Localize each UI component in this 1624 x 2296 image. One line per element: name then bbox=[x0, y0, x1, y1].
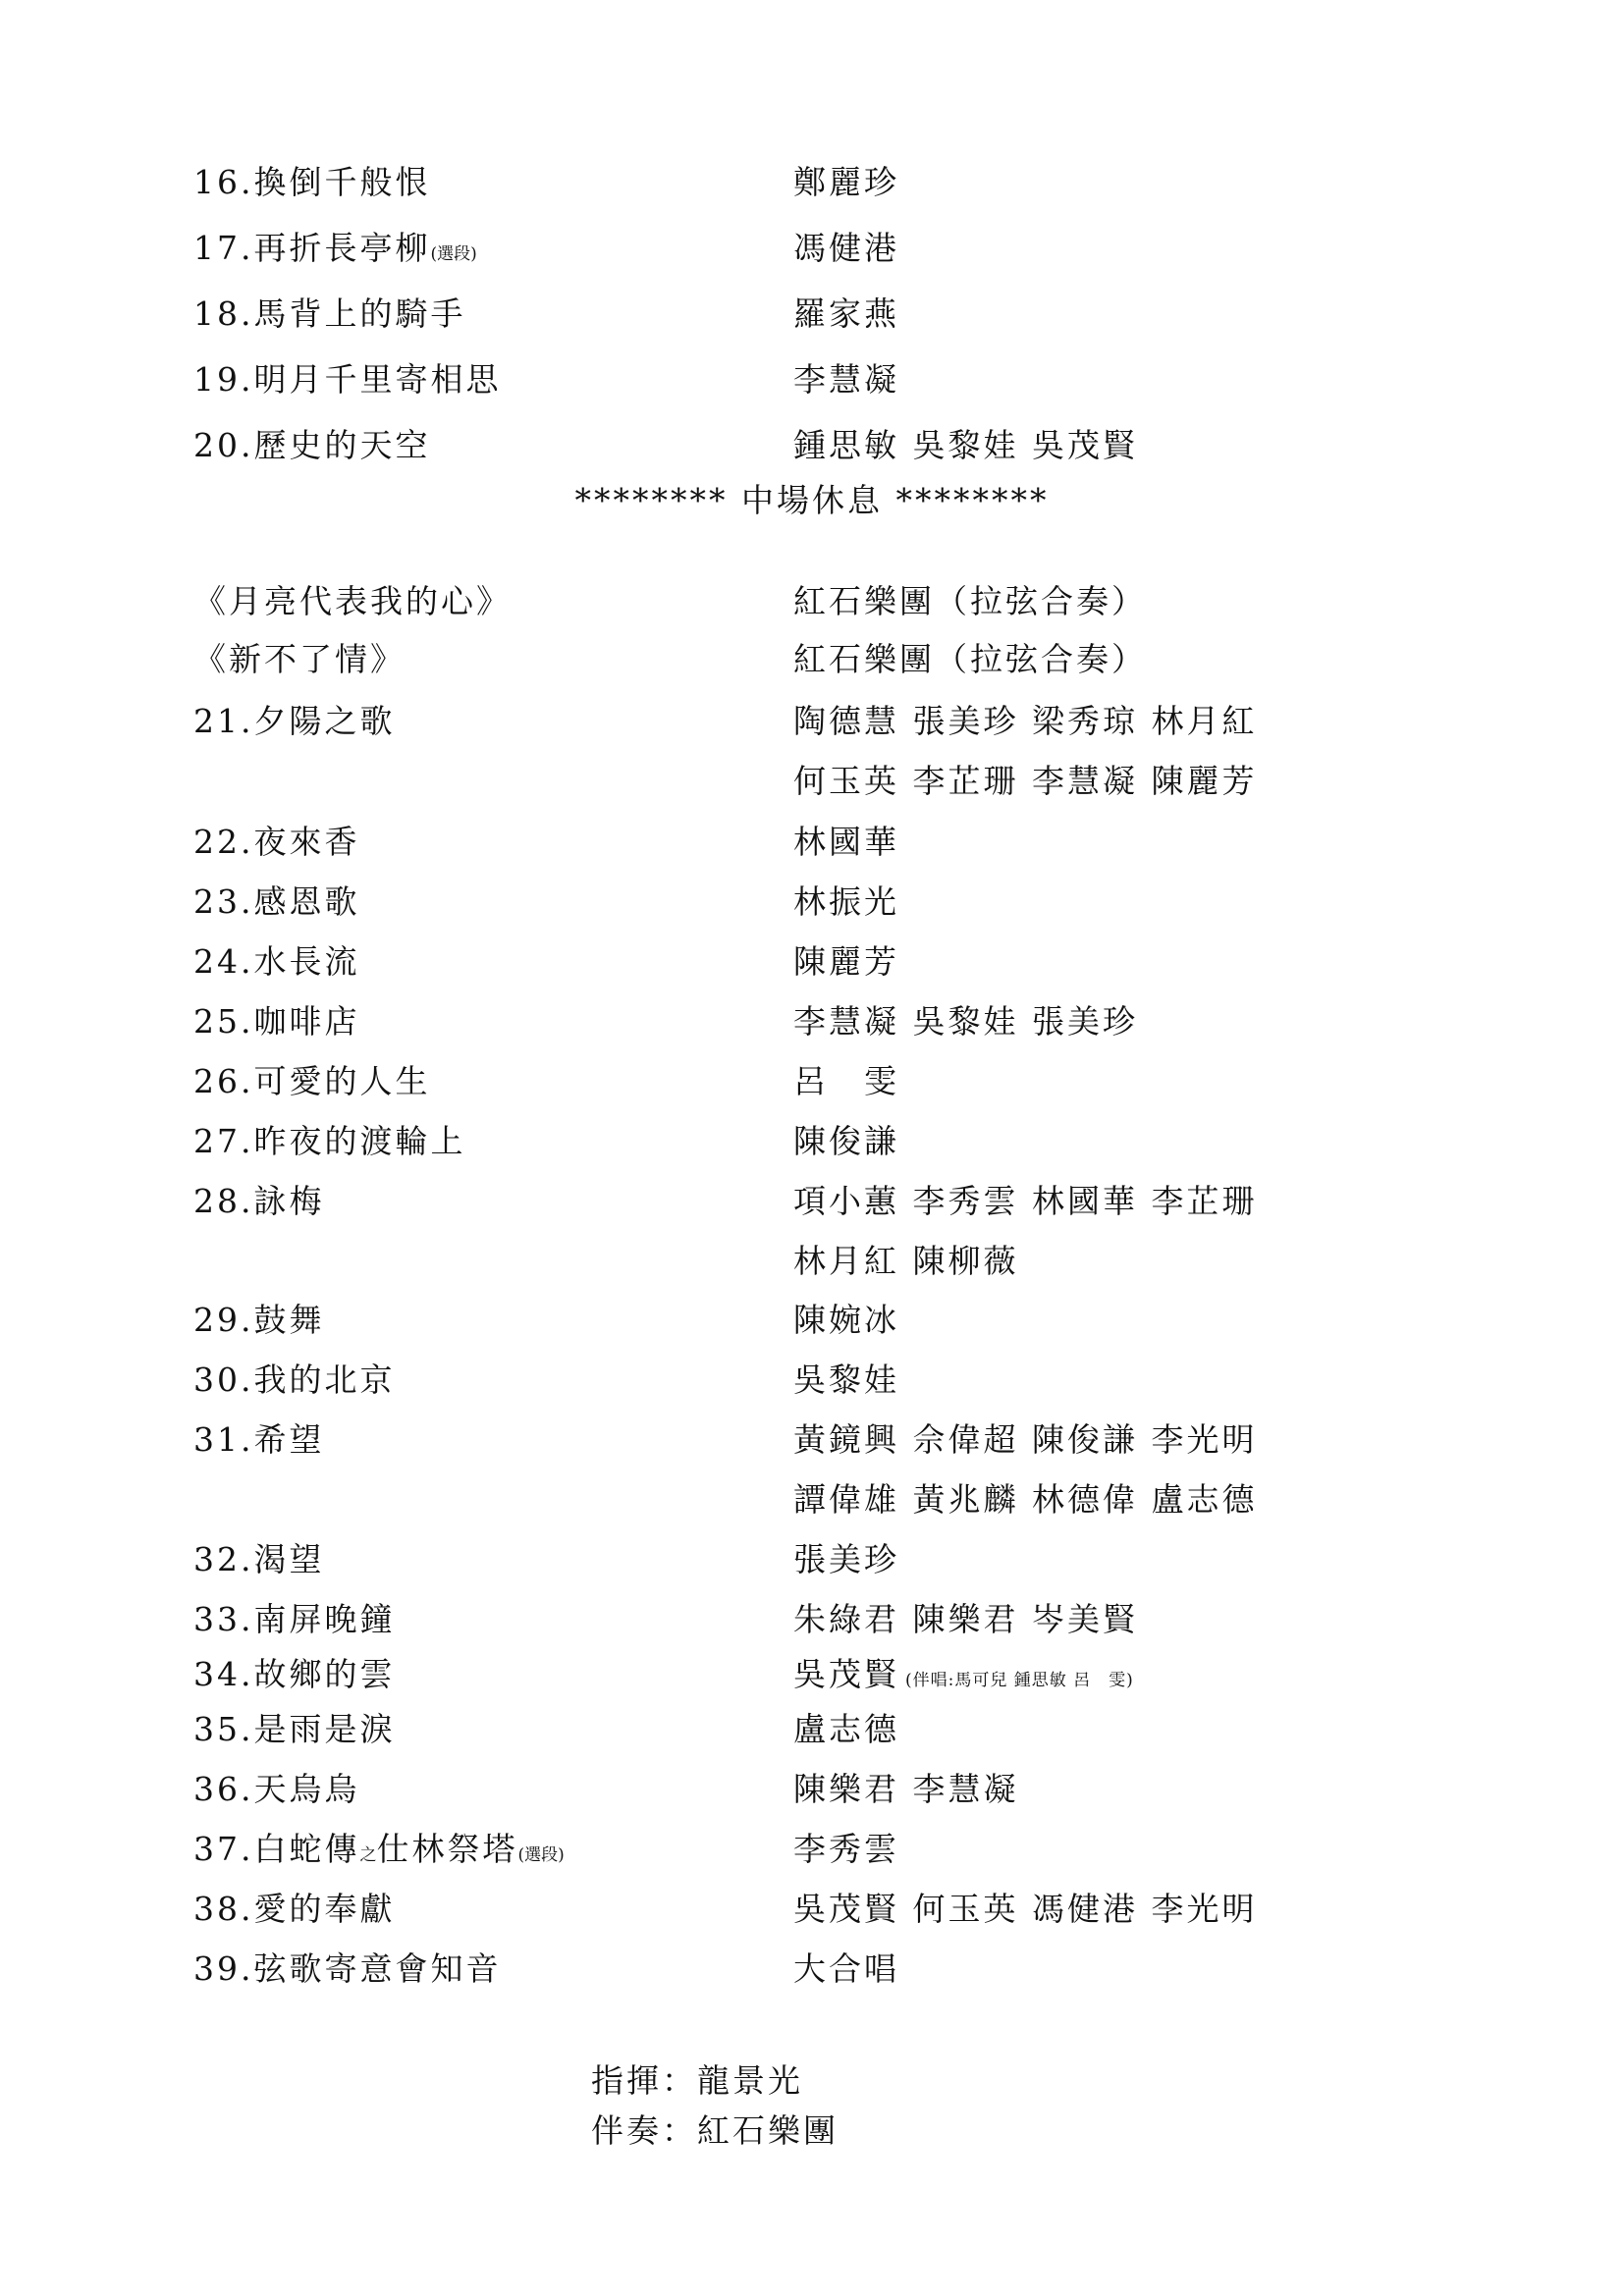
performers: 陳麗芳 bbox=[793, 942, 899, 981]
performers: 張美珍 bbox=[793, 1540, 899, 1578]
performers: 譚偉雄 黃兆麟 林德偉 盧志德 bbox=[793, 1480, 1258, 1519]
program-item bbox=[0, 1361, 1624, 1400]
program-item bbox=[0, 229, 1624, 268]
program-item bbox=[0, 1949, 1624, 1989]
performers: 紅石樂團（拉弦合奏） bbox=[793, 582, 1147, 620]
performers: 呂 雯 bbox=[793, 1062, 899, 1100]
song-title: 39.弦歌寄意會知音 bbox=[193, 1949, 502, 1988]
program-item bbox=[0, 1710, 1624, 1749]
program-item bbox=[0, 702, 1624, 741]
song-title: 《新不了情》 bbox=[193, 640, 406, 678]
performers: 李慧凝 bbox=[793, 360, 899, 399]
song-title: 19.明月千里寄相思 bbox=[193, 360, 502, 399]
program-item bbox=[0, 1770, 1624, 1809]
performers: 紅石樂團（拉弦合奏） bbox=[793, 640, 1147, 678]
performers: 羅家燕 bbox=[793, 294, 899, 333]
song-title: 26.可愛的人生 bbox=[193, 1062, 431, 1100]
intermission-line: ******** 中場休息 ******** bbox=[574, 481, 1050, 519]
song-title: 17.再折長亭柳(選段) bbox=[193, 229, 477, 267]
conductor-credit: 指揮：龍景光 bbox=[591, 2061, 803, 2100]
program-item bbox=[0, 426, 1624, 465]
song-title: 25.咖啡店 bbox=[193, 1002, 360, 1041]
performers: 陳俊謙 bbox=[793, 1122, 899, 1160]
song-title: 31.希望 bbox=[193, 1420, 325, 1459]
backing-vocals-note: (伴唱:馬可兒 鍾思敏 呂 雯) bbox=[905, 1671, 1134, 1690]
song-title: 30.我的北京 bbox=[193, 1361, 396, 1399]
program-item bbox=[0, 1062, 1624, 1101]
performers: 李慧凝 吳黎娃 張美珍 bbox=[793, 1002, 1138, 1041]
song-title: 37.白蛇傳之仕林祭塔(選段) bbox=[193, 1830, 565, 1868]
performers: 馮健港 bbox=[793, 229, 899, 267]
song-title: 33.南屏晚鐘 bbox=[193, 1600, 396, 1638]
performers: 陳婉冰 bbox=[793, 1301, 899, 1339]
song-title: 28.詠梅 bbox=[193, 1182, 325, 1220]
program-item bbox=[0, 1420, 1624, 1460]
performers: 林振光 bbox=[793, 882, 899, 921]
program-item bbox=[0, 1655, 1624, 1694]
program-item-continued bbox=[0, 1242, 1624, 1281]
song-title: 22.夜來香 bbox=[193, 823, 360, 861]
program-item bbox=[0, 1540, 1624, 1579]
performers: 鍾思敏 吳黎娃 吳茂賢 bbox=[793, 426, 1138, 464]
song-title: 36.天烏烏 bbox=[193, 1770, 360, 1808]
song-title: 35.是雨是淚 bbox=[193, 1710, 396, 1748]
program-item bbox=[0, 163, 1624, 202]
program-item bbox=[0, 1182, 1624, 1221]
performers: 黃鏡興 佘偉超 陳俊謙 李光明 bbox=[793, 1420, 1258, 1459]
performers: 陳樂君 李慧凝 bbox=[793, 1770, 1019, 1808]
song-title: 38.愛的奉獻 bbox=[193, 1890, 396, 1928]
program-item bbox=[0, 882, 1624, 922]
performers: 何玉英 李芷珊 李慧凝 陳麗芳 bbox=[793, 762, 1258, 800]
program-item bbox=[0, 360, 1624, 400]
song-title: 18.馬背上的騎手 bbox=[193, 294, 466, 333]
performers: 李秀雲 bbox=[793, 1830, 899, 1868]
performers: 大合唱 bbox=[793, 1949, 899, 1988]
performers: 吳黎娃 bbox=[793, 1361, 899, 1399]
song-title: 34.故鄉的雲 bbox=[193, 1655, 396, 1693]
song-title: 21.夕陽之歌 bbox=[193, 702, 396, 740]
program-item bbox=[0, 294, 1624, 334]
program-item bbox=[0, 1600, 1624, 1639]
song-title: 20.歷史的天空 bbox=[193, 426, 431, 464]
performers: 林國華 bbox=[793, 823, 899, 861]
program-item bbox=[0, 582, 1624, 621]
song-title: 24.水長流 bbox=[193, 942, 360, 981]
program-item bbox=[0, 1890, 1624, 1929]
program-item bbox=[0, 1301, 1624, 1340]
performers: 鄭麗珍 bbox=[793, 163, 899, 201]
program-item-continued bbox=[0, 762, 1624, 801]
program-item bbox=[0, 942, 1624, 982]
performers: 朱綠君 陳樂君 岑美賢 bbox=[793, 1600, 1138, 1638]
program-item bbox=[0, 640, 1624, 679]
excerpt-note: (選段) bbox=[517, 1845, 565, 1865]
performers: 吳茂賢 何玉英 馮健港 李光明 bbox=[793, 1890, 1258, 1928]
program-item bbox=[0, 1122, 1624, 1161]
performers: 項小蕙 李秀雲 林國華 李芷珊 bbox=[793, 1182, 1258, 1220]
program-item bbox=[0, 823, 1624, 862]
song-title: 23.感恩歌 bbox=[193, 882, 360, 921]
song-title: 《月亮代表我的心》 bbox=[193, 582, 512, 620]
song-title: 16.換倒千般恨 bbox=[193, 163, 431, 201]
performers: 陶德慧 張美珍 梁秀琼 林月紅 bbox=[793, 702, 1258, 740]
song-title: 32.渴望 bbox=[193, 1540, 325, 1578]
program-item-continued bbox=[0, 1480, 1624, 1520]
program-item bbox=[0, 1830, 1624, 1869]
accompaniment-credit: 伴奏：紅石樂團 bbox=[591, 2111, 839, 2150]
program-item bbox=[0, 1002, 1624, 1041]
performers: 林月紅 陳柳薇 bbox=[793, 1242, 1019, 1280]
song-title: 27.昨夜的渡輪上 bbox=[193, 1122, 466, 1160]
song-title: 29.鼓舞 bbox=[193, 1301, 325, 1339]
performers: 盧志德 bbox=[793, 1710, 899, 1748]
excerpt-note: (選段) bbox=[430, 244, 477, 264]
performers: 吳茂賢 (伴唱:馬可兒 鍾思敏 呂 雯) bbox=[793, 1655, 1134, 1693]
